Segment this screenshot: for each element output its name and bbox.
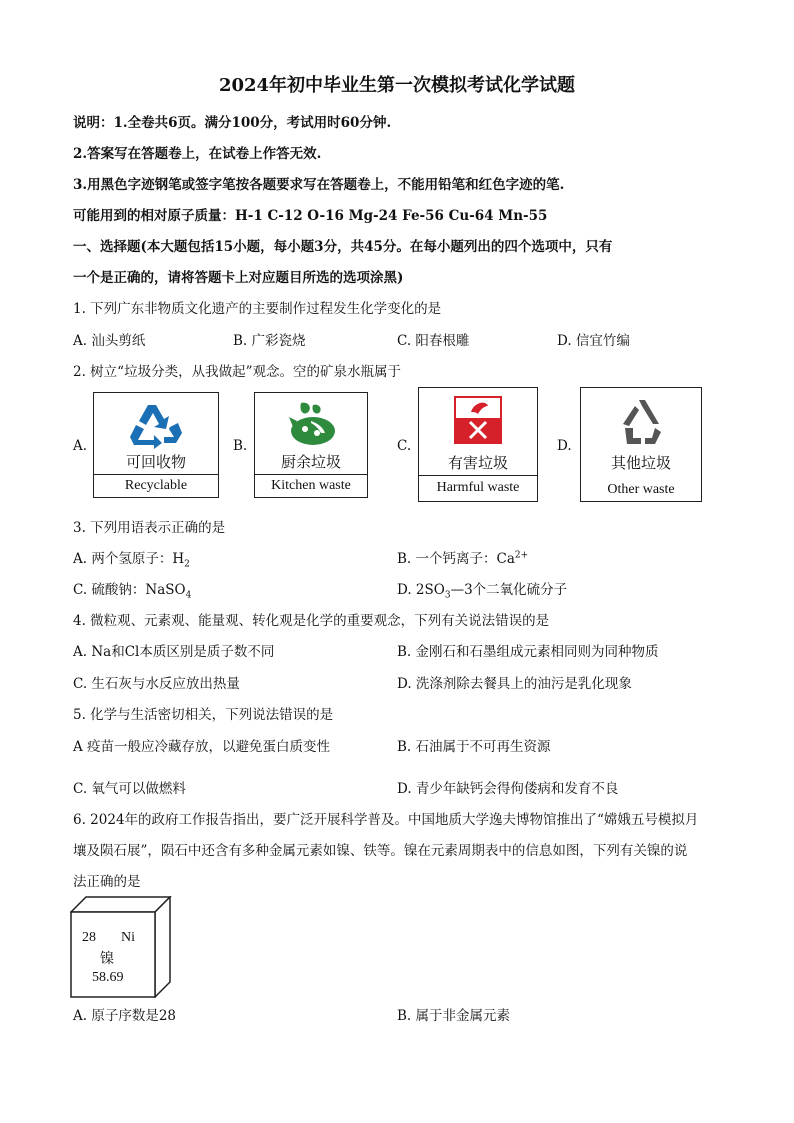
bin-kitchen-waste [254, 392, 368, 498]
q5-option-d: D. 青少年缺钙会得佝偻病和发育不良 [397, 781, 619, 797]
page-title: 2024年初中毕业生第一次模拟考试化学试题 [218, 75, 576, 96]
atomic-mass-line: 可能用到的相对原子质量：H-1 C-12 O-16 Mg-24 Fe-56 Cu-64 Mn-55 [73, 208, 548, 224]
note-2: 2.答案写在答题卷上，在试卷上作答无效. [73, 146, 322, 162]
atomic-mass: 58.69 [92, 970, 124, 985]
bin-kitchen-zh: 厨余垃圾 [280, 453, 341, 471]
q2-label-d: D. [557, 438, 572, 454]
q4-option-a: A. Na和Cl本质区别是质子数不同 [73, 644, 275, 660]
note-3: 3.用黑色字迹钢笔或签字笔按各题要求写在答题卷上，不能用铅笔和红色字迹的笔. [73, 177, 565, 193]
question-4-stem: 4. 微粒观、元素观、能量观、转化观是化学的重要观念，下列有关说法错误的是 [73, 613, 550, 629]
element-symbol: Ni [121, 930, 135, 945]
bin-harmful-en: Harmful waste [436, 480, 520, 495]
q1-option-c: C. 阳春根雕 [397, 333, 470, 349]
atomic-number: 28 [82, 930, 96, 945]
q4-option-c: C. 生石灰与水反应放出热量 [73, 676, 240, 692]
question-5-stem: 5. 化学与生活密切相关，下列说法错误的是 [73, 707, 334, 723]
bin-harmful-zh: 有害垃圾 [447, 454, 508, 472]
kitchen-waste-icon [283, 399, 341, 451]
bin-divider [419, 475, 537, 476]
bin-recyclable-zh: 可回收物 [125, 453, 186, 471]
bin-recyclable-en: Recyclable [124, 478, 188, 493]
q5-option-b: B. 石油属于不可再生资源 [397, 739, 551, 755]
q2-label-a: A. [73, 438, 88, 454]
question-3-stem: 3. 下列用语表示正确的是 [73, 520, 226, 536]
harmful-waste-icon [454, 396, 502, 444]
question-1-stem: 1. 下列广东非物质文化遗产的主要制作过程发生化学变化的是 [73, 301, 442, 317]
other-waste-icon [619, 398, 665, 446]
q2-label-c: C. [397, 438, 412, 454]
q4-option-b: B. 金刚石和石墨组成元素相同则为同种物质 [397, 644, 659, 660]
bin-divider [94, 474, 218, 475]
bin-other-zh: 其他垃圾 [610, 454, 671, 472]
q5-option-c: C. 氧气可以做燃料 [73, 781, 186, 797]
q2-label-b: B. [233, 438, 248, 454]
bin-other-en: Other waste [607, 482, 675, 497]
bin-divider [255, 474, 367, 475]
section-heading-line1: 一、选择题(本大题包括15小题，每小题3分，共45分。在每小题列出的四个选项中，只有 [73, 239, 613, 255]
q3-option-b: B. 一个钙离子：$Ca^{2+}$ [397, 550, 529, 567]
question-6-line1: 6. 2024年的政府工作报告指出，要广泛开展科学普及。中国地质大学逸夫博物馆推出了“嫦娥五号模拟月 [73, 812, 699, 828]
q4-option-d: D. 洗涤剂除去餐具上的油污是乳化现象 [397, 676, 632, 692]
note-1: 说明：1.全卷共6页。满分100分，考试用时60分钟. [73, 115, 392, 131]
question-2-stem: 2. 树立“垃圾分类，从我做起”观念。空的矿泉水瓶属于 [73, 364, 401, 380]
recycle-icon [126, 399, 186, 449]
q1-option-d: D. 信宜竹编 [557, 333, 630, 349]
q6-option-b: B. 属于非金属元素 [397, 1008, 511, 1024]
bin-other-waste [580, 387, 702, 502]
q5-option-a: A 疫苗一般应冷藏存放，以避免蛋白质变性 [73, 739, 331, 755]
bin-harmful-waste [418, 387, 538, 502]
question-6-line2: 壤及陨石展”，陨石中还含有多种金属元素如镍、铁等。镍在元素周期表中的信息如图，下列有关镍的说 [73, 843, 688, 859]
q3-option-d: D. $2SO_3—3$个二氧化硫分子 [397, 582, 568, 601]
element-name: 镍 [100, 951, 114, 967]
q6-option-a: A. 原子序数是28 [73, 1008, 177, 1024]
section-heading-line2: 一个是正确的，请将答题卡上对应题目所选的选项涂黑) [73, 270, 404, 286]
bin-kitchen-en: Kitchen waste [271, 478, 351, 493]
question-6-line3: 法正确的是 [73, 874, 141, 890]
element-tile-nickel [70, 896, 172, 998]
q3-option-c: C. 硫酸钠：NaSO$_4$ [73, 582, 192, 601]
bin-recyclable [93, 392, 219, 498]
q1-option-b: B. 广彩瓷烧 [233, 333, 306, 349]
q3-option-a: A. 两个氢原子：$H_2$ [73, 551, 190, 570]
q1-option-a: A. 汕头剪纸 [73, 333, 146, 349]
